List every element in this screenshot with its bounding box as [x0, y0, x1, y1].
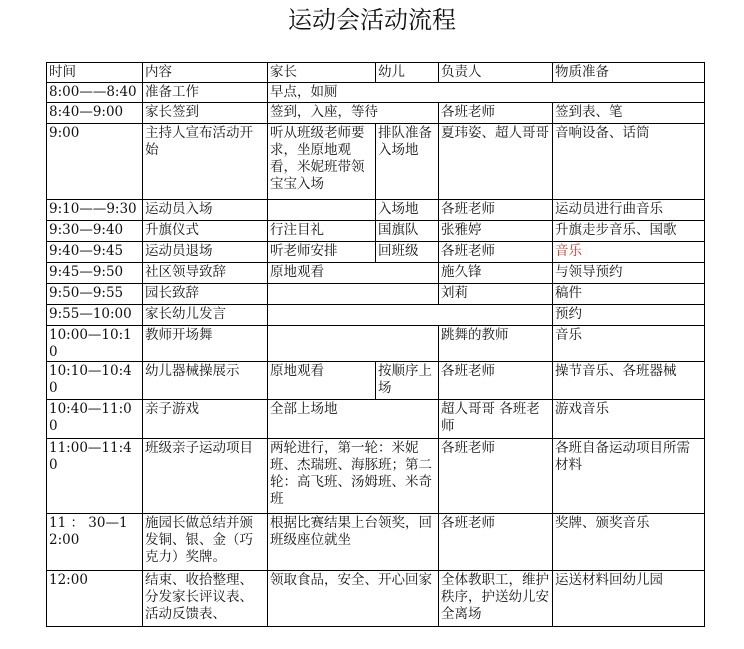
- cell-material: 奖牌、颁奖音乐: [553, 514, 705, 571]
- table-row: [47, 242, 705, 263]
- cell-lead: 超人哥哥 各班老师: [439, 400, 553, 439]
- cell-material: 预约: [553, 305, 705, 326]
- table-row: [47, 326, 705, 362]
- cell-lead: 各班老师: [439, 362, 553, 400]
- cell-child: 入场地: [376, 200, 439, 221]
- cell-lead: 各班老师: [439, 242, 553, 263]
- cell-parent: [268, 305, 553, 326]
- cell-parent: 两轮进行，第一轮：米妮班、杰瑞班、海豚班；第二轮：高飞班、汤姆班、米奇班: [268, 439, 439, 514]
- cell-time: 8:40—9:00: [47, 103, 143, 124]
- cell-content: 运动员入场: [143, 200, 268, 221]
- cell-time: 10:00—10:10: [47, 326, 143, 362]
- cell-time: 11 ： 30—12:00: [47, 514, 143, 571]
- cell-content: 园长致辞: [143, 284, 268, 305]
- table-row: [47, 124, 705, 200]
- cell-material: 各班自备运动项目所需材料: [553, 439, 705, 514]
- table-row: [47, 103, 705, 124]
- cell-lead: 各班老师: [439, 200, 553, 221]
- cell-time: 10:10—10:40: [47, 362, 143, 400]
- cell-parent: 根据比赛结果上台领奖，回班级座位就坐: [268, 514, 439, 571]
- cell-parent: 原地观看: [268, 362, 376, 400]
- cell-material: 与领导预约: [553, 263, 705, 284]
- table-row: [47, 439, 705, 514]
- table-row: [47, 362, 705, 400]
- header-content: 内容: [143, 63, 268, 83]
- cell-time: 9:55—10:00: [47, 305, 143, 326]
- cell-time: 9:45—9:50: [47, 263, 143, 284]
- cell-content: 运动员退场: [143, 242, 268, 263]
- cell-content: 主持人宣布活动开始: [143, 124, 268, 200]
- schedule-table: [46, 62, 705, 627]
- table-row: [47, 400, 705, 439]
- cell-material: 音乐: [553, 242, 705, 263]
- header-row: [47, 63, 705, 83]
- cell-material: 音乐: [553, 326, 705, 362]
- cell-material: 升旗走步音乐、国歌: [553, 221, 705, 242]
- cell-content: 准备工作: [143, 83, 268, 103]
- cell-parent: 听从班级老师要求，坐原地观看，米妮班带领宝宝入场: [268, 124, 376, 200]
- cell-material: 游戏音乐: [553, 400, 705, 439]
- header-time: 时间: [47, 63, 143, 83]
- cell-child: 按顺序上场: [376, 362, 439, 400]
- cell-child: 回班级: [376, 242, 439, 263]
- cell-parent: 签到，入座，等待: [268, 103, 439, 124]
- cell-time: 9:40—9:45: [47, 242, 143, 263]
- header-parent: 家长: [268, 63, 376, 83]
- cell-content: 幼儿器械操展示: [143, 362, 268, 400]
- cell-content: 教师开场舞: [143, 326, 268, 362]
- cell-material: 稿件: [553, 284, 705, 305]
- cell-child: 国旗队: [376, 221, 439, 242]
- cell-parent: 早点，如厕: [268, 83, 705, 103]
- cell-parent: [268, 326, 439, 362]
- cell-time: 9:10——9:30: [47, 200, 143, 221]
- cell-parent: [268, 284, 439, 305]
- table-row: [47, 221, 705, 242]
- cell-content: 结束、收拾整理、分发家长评议表、活动反馈表、: [143, 571, 268, 627]
- cell-content: 施园长做总结并颁发铜、银、金（巧克力）奖牌。: [143, 514, 268, 571]
- table-row: [47, 514, 705, 571]
- cell-material: 运动员进行曲音乐: [553, 200, 705, 221]
- cell-lead: 跳舞的教师: [439, 326, 553, 362]
- cell-content: 家长签到: [143, 103, 268, 124]
- cell-material: 音响设备、话筒: [553, 124, 705, 200]
- cell-material: 签到表、笔: [553, 103, 705, 124]
- cell-time: 8:00——8:40: [47, 83, 143, 103]
- cell-lead: 夏玮姿、超人哥哥: [439, 124, 553, 200]
- cell-content: 班级亲子运动项目: [143, 439, 268, 514]
- cell-time: 9:30—9:40: [47, 221, 143, 242]
- cell-time: 10:40—11:00: [47, 400, 143, 439]
- cell-lead: 刘莉: [439, 284, 553, 305]
- cell-parent: 原地观看: [268, 263, 439, 284]
- cell-parent: 行注目礼: [268, 221, 376, 242]
- table-row: [47, 263, 705, 284]
- cell-lead: 施久锋: [439, 263, 553, 284]
- cell-parent: 领取食品，安全、开心回家: [268, 571, 439, 627]
- cell-lead: 各班老师: [439, 439, 553, 514]
- table-row: [47, 305, 705, 326]
- cell-lead: 各班老师: [439, 514, 553, 571]
- header-material: 物质准备: [553, 63, 705, 83]
- cell-material: 操节音乐、各班器械: [553, 362, 705, 400]
- cell-child: 排队准备入场地: [376, 124, 439, 200]
- table-row: [47, 571, 705, 627]
- cell-time: 9:00: [47, 124, 143, 200]
- table-row: [47, 284, 705, 305]
- cell-lead: 张雅婷: [439, 221, 553, 242]
- cell-content: 家长幼儿发言: [143, 305, 268, 326]
- header-lead: 负责人: [439, 63, 553, 83]
- page-title: 运动会活动流程: [288, 6, 456, 34]
- cell-time: 11:00—11:40: [47, 439, 143, 514]
- cell-parent: 全部上场地: [268, 400, 439, 439]
- header-child: 幼儿: [376, 63, 439, 83]
- cell-content: 升旗仪式: [143, 221, 268, 242]
- cell-parent: [268, 200, 376, 221]
- cell-lead: 全体教职工，维护秩序，护送幼儿安全离场: [439, 571, 553, 627]
- cell-time: 12:00: [47, 571, 143, 627]
- table-row: [47, 83, 705, 103]
- cell-content: 亲子游戏: [143, 400, 268, 439]
- cell-material: 运送材料回幼儿园: [553, 571, 705, 627]
- cell-time: 9:50—9:55: [47, 284, 143, 305]
- cell-content: 社区领导致辞: [143, 263, 268, 284]
- cell-lead: 各班老师: [439, 103, 553, 124]
- table-row: [47, 200, 705, 221]
- cell-parent: 听老师安排: [268, 242, 376, 263]
